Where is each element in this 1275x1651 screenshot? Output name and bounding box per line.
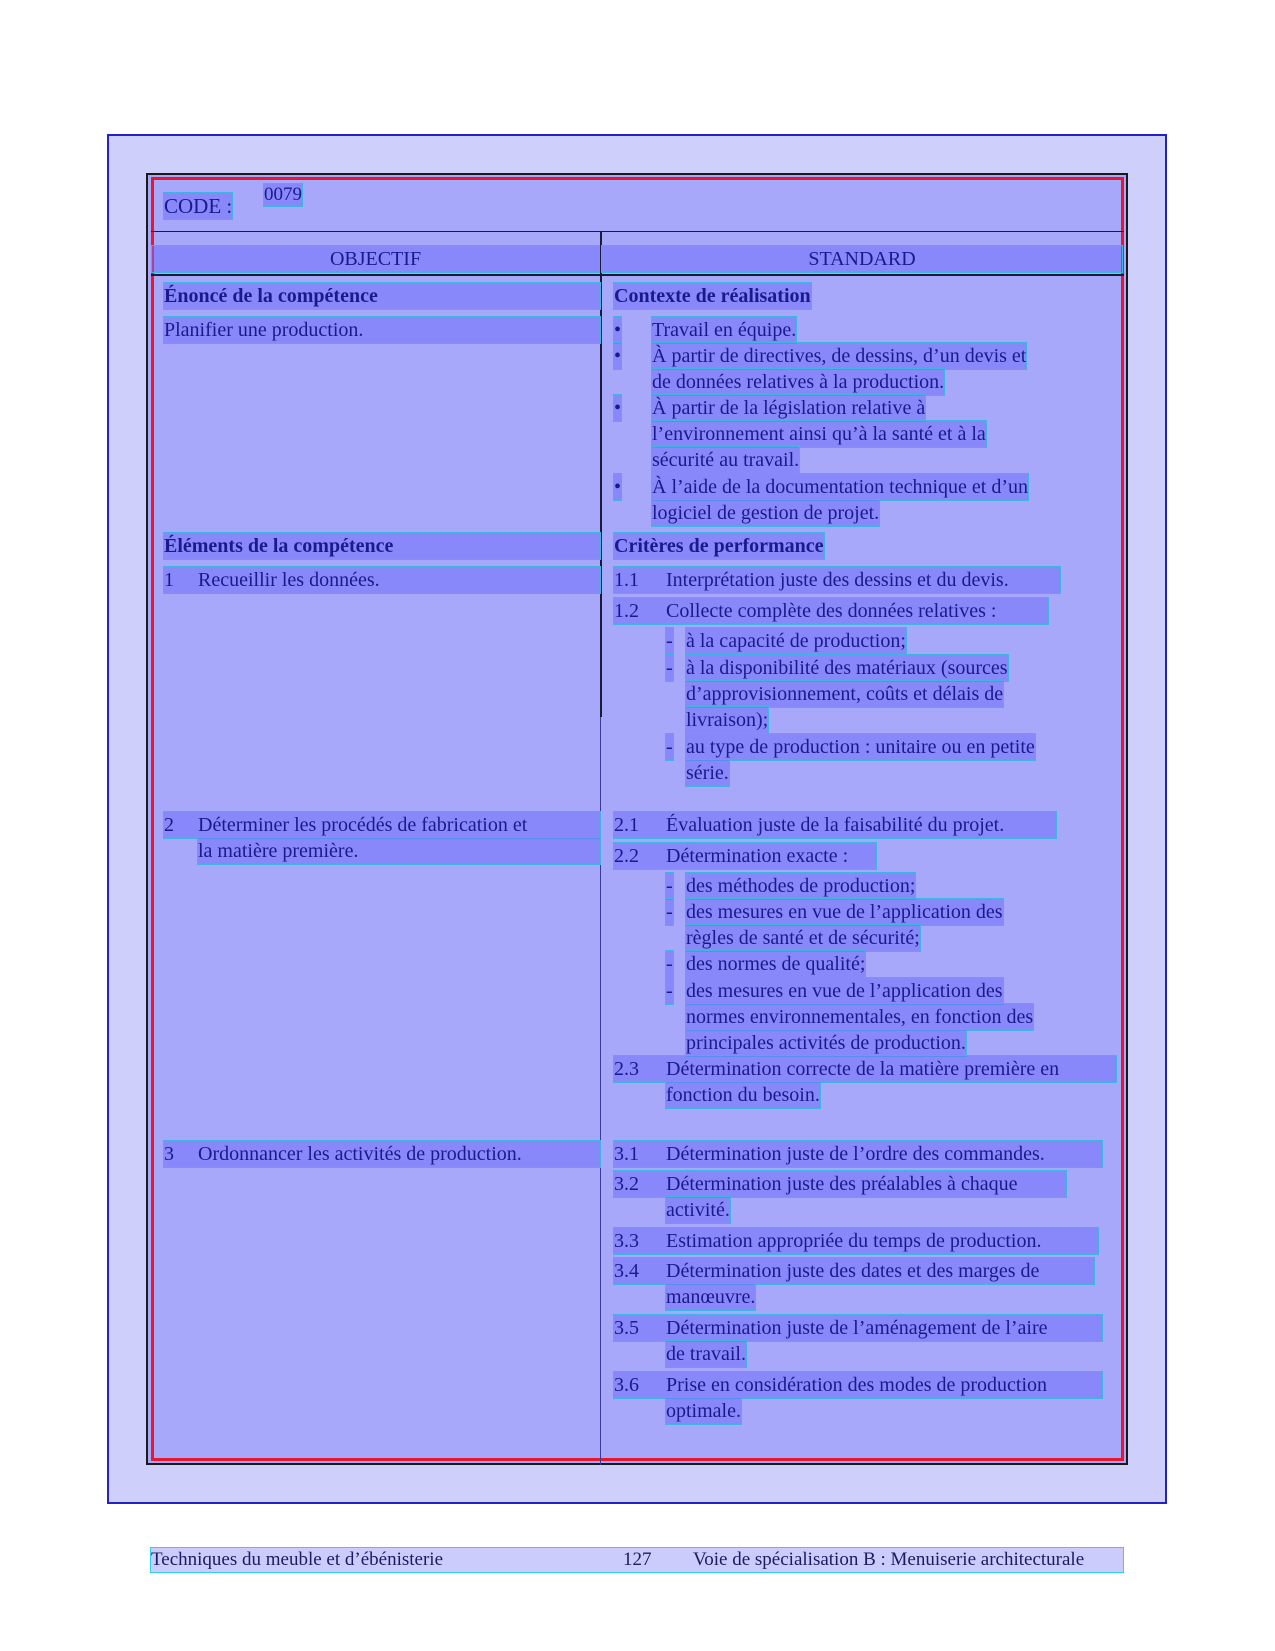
critere-number: 1.1 (614, 569, 639, 591)
column-divider-top (600, 231, 602, 717)
bullet-icon: • (614, 476, 622, 498)
rule-headers (151, 274, 1124, 276)
critere-sub: au type de production : unitaire ou en petite (686, 736, 1035, 758)
elements-title: Éléments de la compétence (164, 533, 600, 559)
critere-sub: à la disponibilité des matériaux (sources (686, 657, 1008, 679)
column-divider-bottom (600, 717, 601, 1465)
element-3 (164, 1141, 600, 1167)
critere-sub: normes environnementales, en fonction des (686, 1006, 1034, 1028)
critere-3-3 (614, 1228, 1098, 1254)
dash-icon: - (666, 630, 673, 652)
element-text: Recueillir les données. (198, 569, 380, 591)
contexte-item: À l’aide de la documentation technique et d’un (652, 476, 1028, 498)
critere-sub: des mesures en vue de l’application des (686, 901, 1003, 923)
critere-3-5 (614, 1315, 1102, 1341)
bullet-icon: • (614, 397, 622, 419)
critere-number: 3.4 (614, 1260, 639, 1282)
critere-sub: livraison); (686, 709, 769, 731)
critere-number: 3.3 (614, 1230, 639, 1252)
dash-icon: - (666, 657, 673, 679)
bullet-icon: • (614, 319, 622, 341)
critere-text: de travail. (666, 1343, 746, 1365)
contexte-item: de données relatives à la production. (652, 371, 945, 393)
critere-sub: série. (686, 762, 729, 784)
critere-text: Détermination correcte de la matière première en (666, 1058, 1060, 1080)
dash-icon: - (666, 875, 673, 897)
element-number: 1 (164, 569, 174, 591)
dash-icon: - (666, 901, 673, 923)
critere-sub: d’approvisionnement, coûts et délais de (686, 683, 1004, 705)
critere-text: Détermination juste de l’ordre des commandes. (666, 1143, 1045, 1165)
footer-page-number: 127 (623, 1549, 652, 1570)
critere-sub: des normes de qualité; (686, 953, 866, 975)
footer-title: Techniques du meuble et d’ébénisterie (151, 1549, 444, 1570)
critere-number: 3.6 (614, 1374, 639, 1396)
critere-number: 2.2 (614, 845, 639, 867)
critere-number: 3.2 (614, 1173, 639, 1195)
critere-text: Interprétation juste des dessins et du devis. (666, 569, 1009, 591)
page-footer (151, 1548, 1123, 1572)
critere-text: Prise en considération des modes de production (666, 1374, 1048, 1396)
critere-text: fonction du besoin. (666, 1084, 820, 1106)
contexte-title: Contexte de réalisation (614, 285, 811, 307)
critere-number: 2.1 (614, 814, 639, 836)
critere-2-3 (614, 1056, 1116, 1082)
dash-icon: - (666, 736, 673, 758)
contexte-item: À partir de directives, de dessins, d’un devis et (652, 345, 1027, 367)
critere-1-1 (614, 567, 1060, 593)
contexte-item: logiciel de gestion de projet. (652, 502, 880, 524)
critere-3-2 (614, 1171, 1066, 1197)
element-text: Déterminer les procédés de fabrication et (198, 814, 528, 836)
footer-specialisation: Voie de spécialisation B : Menuiserie architecturale (693, 1549, 1085, 1570)
element-number: 3 (164, 1143, 174, 1165)
critere-sub: des mesures en vue de l’application des (686, 980, 1003, 1002)
header-standard: STANDARD (602, 246, 1122, 272)
contexte-item: À partir de la législation relative à (652, 397, 926, 419)
critere-3-1 (614, 1141, 1102, 1167)
critere-text: Détermination exacte : (666, 845, 849, 867)
element-1 (164, 567, 600, 593)
contexte-item: sécurité au travail. (652, 449, 800, 471)
critere-sub: à la capacité de production; (686, 630, 906, 652)
critere-2-2 (614, 843, 876, 869)
critere-text: Détermination juste des préalables à chaque (666, 1173, 1018, 1195)
code-label: CODE : (164, 194, 233, 218)
bullet-icon: • (614, 345, 622, 367)
critere-3-6 (614, 1372, 1102, 1398)
element-number: 2 (164, 814, 174, 836)
critere-text: Estimation appropriée du temps de production. (666, 1230, 1042, 1252)
critere-text: Évaluation juste de la faisabilité du projet. (666, 814, 1005, 836)
critere-3-4 (614, 1258, 1094, 1284)
element-text: la matière première. (198, 838, 600, 864)
rule-code (151, 231, 1124, 232)
critere-sub: des méthodes de production; (686, 875, 916, 897)
critere-number: 3.1 (614, 1143, 639, 1165)
contexte-item: l’environnement ainsi qu’à la santé et à la (652, 423, 986, 445)
critere-1-2 (614, 598, 1048, 624)
contexte-item: Travail en équipe. (652, 319, 797, 341)
critere-2-1 (614, 812, 1056, 838)
element-text: Ordonnancer les activités de production. (198, 1143, 522, 1165)
critere-number: 3.5 (614, 1317, 639, 1339)
criteres-title: Critères de performance (614, 535, 824, 557)
critere-text: optimale. (666, 1400, 741, 1422)
critere-text: activité. (666, 1199, 730, 1221)
code-value: 0079 (264, 184, 302, 205)
critere-text: Détermination juste de l’aménagement de l’aire (666, 1317, 1048, 1339)
critere-text: Détermination juste des dates et des marges de (666, 1260, 1040, 1282)
header-objectif: OBJECTIF (152, 246, 599, 272)
enonce-text: Planifier une production. (164, 317, 600, 343)
critere-text: manœuvre. (666, 1286, 756, 1308)
critere-number: 2.3 (614, 1058, 639, 1080)
critere-sub: principales activités de production. (686, 1032, 966, 1054)
critere-sub: règles de santé et de sécurité; (686, 927, 920, 949)
dash-icon: - (666, 980, 673, 1002)
enonce-title: Énoncé de la compétence (164, 283, 600, 309)
element-2 (164, 812, 600, 838)
critere-text: Collecte complète des données relatives : (666, 600, 997, 622)
dash-icon: - (666, 953, 673, 975)
critere-number: 1.2 (614, 600, 639, 622)
